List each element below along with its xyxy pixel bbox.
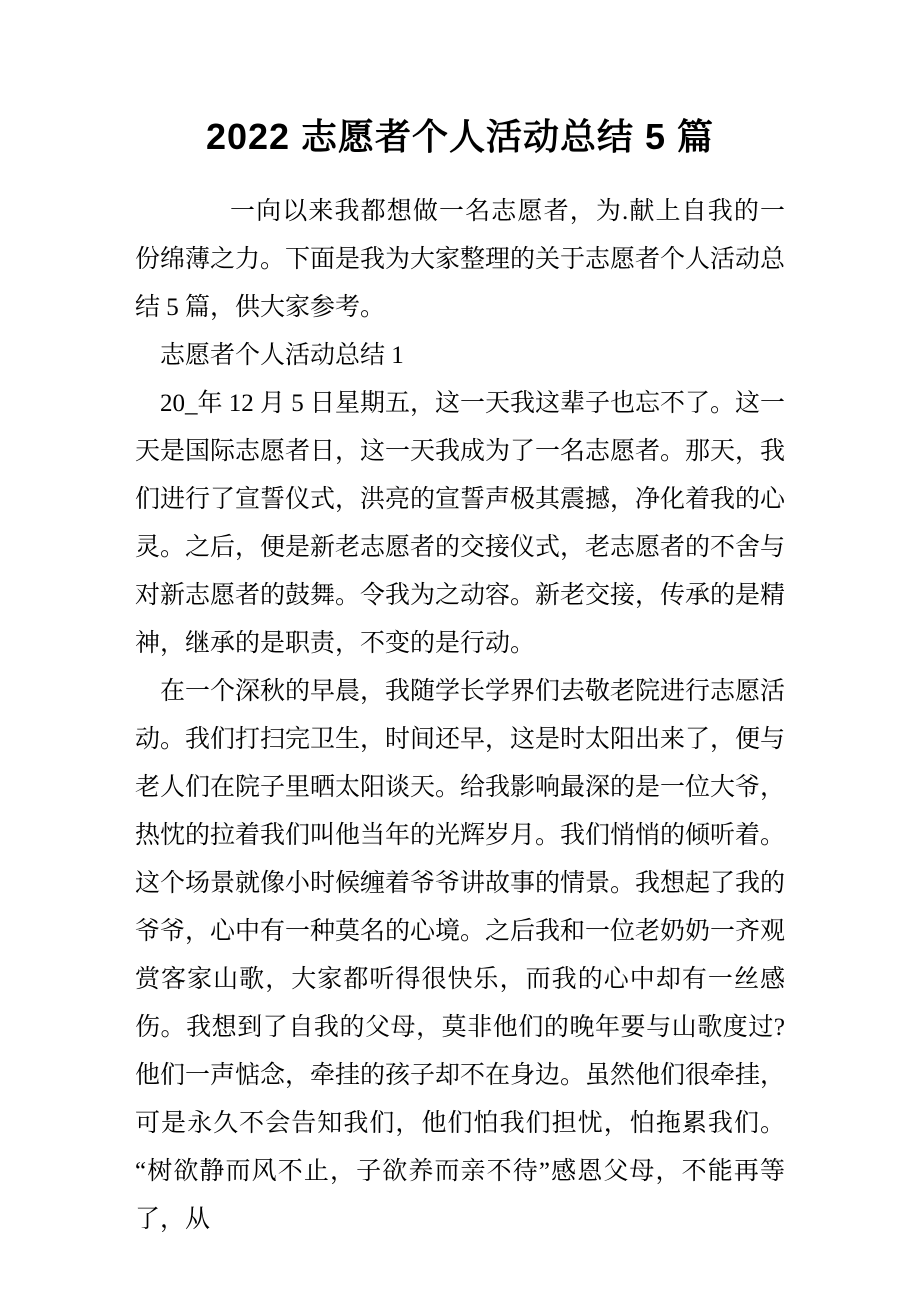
section-heading: 志愿者个人活动总结 1	[160, 342, 404, 369]
document-body	[135, 188, 785, 1244]
body-paragraph-1: 20_年 12 月 5 日星期五，这一天我这辈子也忘不了。这一天是国际志愿者日，这一天我成为了一名志愿者。那天，我们进行了宣誓仪式，洪亮的宣誓声极其震撼，净化着我的心灵。之后，便是新老志愿者的交接仪式，老志愿者的不舍与对新志愿者的鼓舞。令我为之动容。新老交接，传承的是精神，继承的是职责，不变的是行动。	[135, 390, 786, 657]
body-paragraph-2: 在一个深秋的早晨，我随学长学界们去敬老院进行志愿活动。我们打扫完卫生，时间还早，这是时太阳出来了，便与老人们在院子里晒太阳谈天。给我影响最深的是一位大爷，热忱的拉着我们叫他当年的光辉岁月。我们悄悄的倾听着。这个场景就像小时候缠着爷爷讲故事的情景。我想起了我的爷爷，心中有一种莫名的心境。之后我和一位老奶奶一齐观赏客家山歌，大家都听得很快乐，而我的心中却有一丝感伤。我想到了自我的父母，莫非他们的晚年要与山歌度过?他们一声惦念，牵挂的孩子却不在身边。虽然他们很牵挂，可是永久不会告知我们，他们怕我们担忧，怕拖累我们。“树欲静而风不止，子欲养而亲不待”感恩父母，不能再等了，从	[135, 678, 786, 1233]
intro-paragraph: 一向以来我都想做一名志愿者，为.献上自我的一份绵薄之力。下面是我为大家整理的关于志愿者个人活动总结 5 篇，供大家参考。	[135, 198, 786, 321]
document-title: 2022 志愿者个人活动总结 5 篇	[205, 116, 715, 157]
